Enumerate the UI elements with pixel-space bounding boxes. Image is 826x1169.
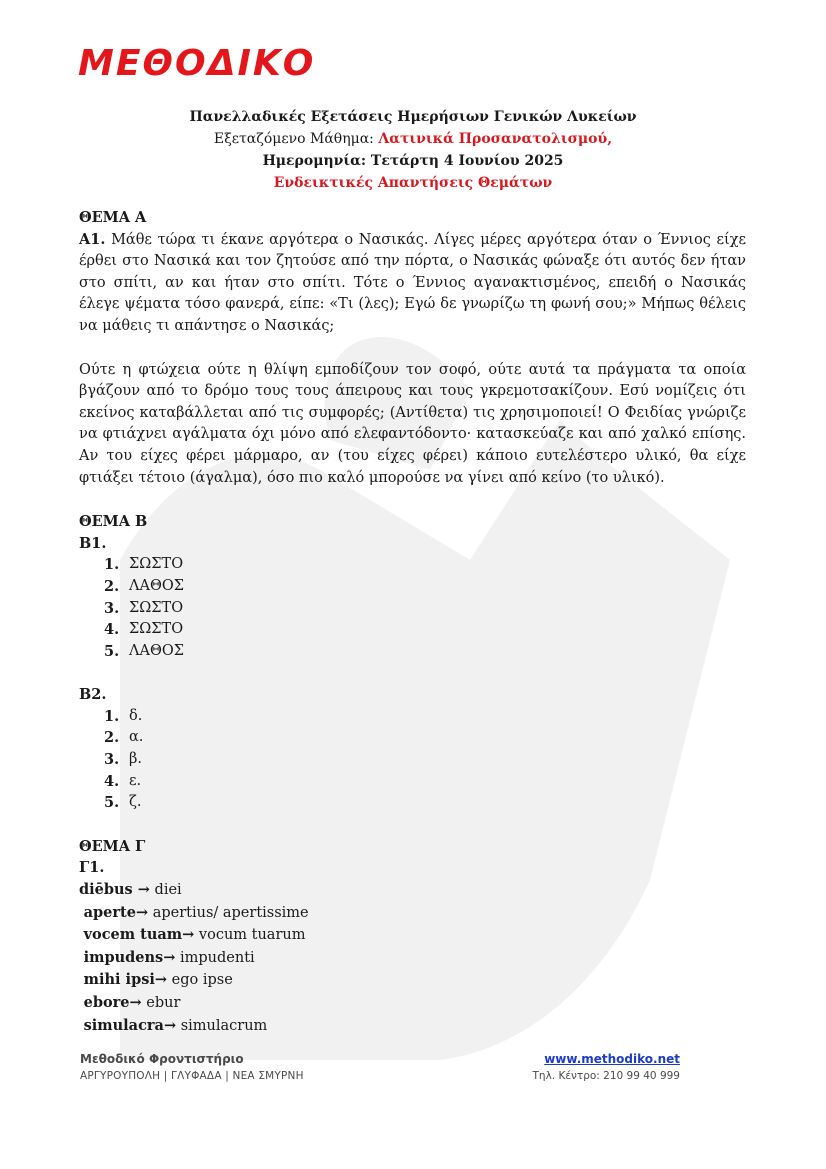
b1-label: Β1. [79, 534, 107, 552]
item-number: 2. [104, 577, 120, 595]
arrow-icon: → [154, 971, 168, 989]
latin-word: vocem tuam [83, 926, 183, 944]
list-item [79, 992, 746, 1015]
latin-word: ebore [83, 994, 130, 1011]
list-item [79, 749, 746, 771]
document-header [0, 106, 826, 194]
item-number: 5. [104, 794, 120, 812]
methodiko-logo: ΜΕΘΟΔΙΚΟ [78, 43, 316, 84]
latin-answer: simulacrum [176, 1017, 268, 1034]
a1-text: Μάθε τώρα τι έκανε αργότερα ο Νασικάς. Λίγες μέρες αργότερα όταν ο Έννιος είχε έρθει στο Νασικά και τον ζητούσε από την πόρτα, ο Νασικάς φώναξε ότι αυτός δεν ήταν στο σπίτι, αν και ήταν στο σπίτι. Τότε ο Έννιος αγανακτισμένος, επειδή ο Νασικάς έλεγε ψέματα τόσο φανερά, είπε: «Τι (λες); Εγώ δε γνωρίζω τη φωνή σου;» Μήπως θέλεις να μάθεις τι απάντησε ο Νασικάς; [79, 231, 746, 334]
b2-answer-list [79, 706, 746, 814]
item-number: 1. [104, 556, 120, 574]
answers-title: Ενδεικτικές Απαντήσεις Θεμάτων [273, 175, 553, 191]
list-item [79, 576, 746, 598]
list-item [79, 969, 746, 992]
subject-label: Εξεταζόμενο Μάθημα: [213, 131, 379, 147]
website-link[interactable]: www.methodiko.net [544, 1052, 680, 1066]
item-value: δ. [129, 707, 143, 724]
arrow-icon: → [163, 948, 176, 966]
list-item [79, 771, 746, 793]
item-number: 3. [104, 751, 120, 769]
footer-phone: Τηλ. Κέντρο: 210 99 40 999 [532, 1070, 680, 1082]
latin-word: simulacra [83, 1016, 164, 1034]
latin-word: mihi ipsi [83, 971, 155, 989]
latin-answer: vocum tuarum [194, 927, 306, 944]
b1-answer-list [79, 554, 746, 662]
item-value: ζ. [129, 794, 142, 811]
list-item [79, 641, 746, 663]
list-item [79, 902, 746, 925]
latin-answer: ego ipse [167, 972, 233, 989]
item-number: 5. [104, 642, 120, 660]
g1-label: Γ1. [79, 859, 105, 877]
document-body [79, 207, 746, 1037]
a1-label: Α1. [79, 230, 106, 248]
latin-answer: diei [149, 882, 182, 899]
latin-answer: apertius/ apertissime [148, 904, 309, 921]
arrow-icon: → [182, 926, 195, 944]
latin-word: impudens [83, 948, 164, 966]
subject-value: Λατινικά Προσανατολισμού, [378, 131, 613, 147]
exam-title: Πανελλαδικές Εξετάσεις Ημερήσιων Γενικών Λυκείων [189, 109, 637, 125]
subject-line [0, 128, 826, 150]
list-item [79, 792, 746, 814]
list-item [79, 554, 746, 576]
latin-answer: impudenti [175, 949, 255, 966]
item-value: β. [129, 751, 142, 768]
arrow-icon: → [135, 903, 149, 921]
arrow-icon: → [129, 994, 142, 1011]
list-item [79, 706, 746, 728]
item-value: ΣΩΣΤΟ [129, 621, 184, 638]
arrow-icon: → [163, 1016, 177, 1034]
list-item [79, 598, 746, 620]
list-item [79, 619, 746, 641]
list-item [79, 879, 746, 902]
item-value: ΛΑΘΟΣ [129, 642, 184, 659]
thema-b-heading: ΘΕΜΑ Β [79, 513, 148, 531]
latin-word: aperte [83, 903, 136, 921]
item-value: ΣΩΣΤΟ [129, 556, 184, 573]
item-value: α. [129, 729, 144, 746]
item-number: 4. [104, 621, 120, 639]
a1-paragraph-2: Ούτε η φτώχεια ούτε η θλίψη εμποδίζουν τον σοφό, ούτε αυτά τα πράγματα τα οποία βγάζουν από το δρόμο τους τους άπειρους και τους γκρεμοτσακίζουν. Εσύ νομίζεις ότι εκείνος καταβάλλεται από τις συμφορές; (Αντίθετα) τις χρησιμοποιεί! Ο Φειδίας γνώριζε να φτιάχνει αγάλματα όχι μόνο από ελεφαντόδοντο· κατασκεύαζε και από χαλκό επίσης. Αν του είχες φέρει μάρμαρο, αν (του είχες φέρει) κάποιο ευτελέστερο υλικό, θα είχε φτιάξει τέτοιο (άγαλμα), όσο πιο καλό μπορούσε να γίνει από κείνο (το υλικό). [79, 361, 746, 486]
list-item [79, 727, 746, 749]
list-item [79, 947, 746, 970]
latin-answer: ebur [141, 995, 181, 1011]
thema-g-heading: ΘΕΜΑ Γ [79, 837, 146, 855]
list-item [79, 1015, 746, 1038]
item-value: ε. [129, 772, 142, 789]
list-item [79, 924, 746, 947]
footer-company-name: Μεθοδικό Φροντιστήριο [80, 1052, 244, 1066]
item-number: 4. [104, 772, 120, 790]
thema-a-heading: ΘΕΜΑ Α [79, 209, 147, 226]
a1-paragraph [79, 229, 746, 338]
item-number: 1. [104, 707, 120, 725]
footer-address: ΑΡΓΥΡΟΥΠΟΛΗ | ΓΛΥΦΑΔΑ | ΝΕΑ ΣΜΥΡΝΗ [80, 1070, 304, 1082]
b2-label: Β2. [79, 686, 107, 704]
item-number: 2. [104, 729, 120, 747]
g1-answer-list [79, 879, 746, 1037]
latin-word: diēbus [79, 881, 138, 899]
exam-date: Ημερομηνία: Τετάρτη 4 Ιουνίου 2025 [262, 153, 564, 169]
arrow-icon: → [137, 881, 150, 899]
item-value: ΣΩΣΤΟ [129, 599, 184, 616]
item-number: 3. [104, 599, 120, 617]
item-value: ΛΑΘΟΣ [129, 577, 184, 594]
